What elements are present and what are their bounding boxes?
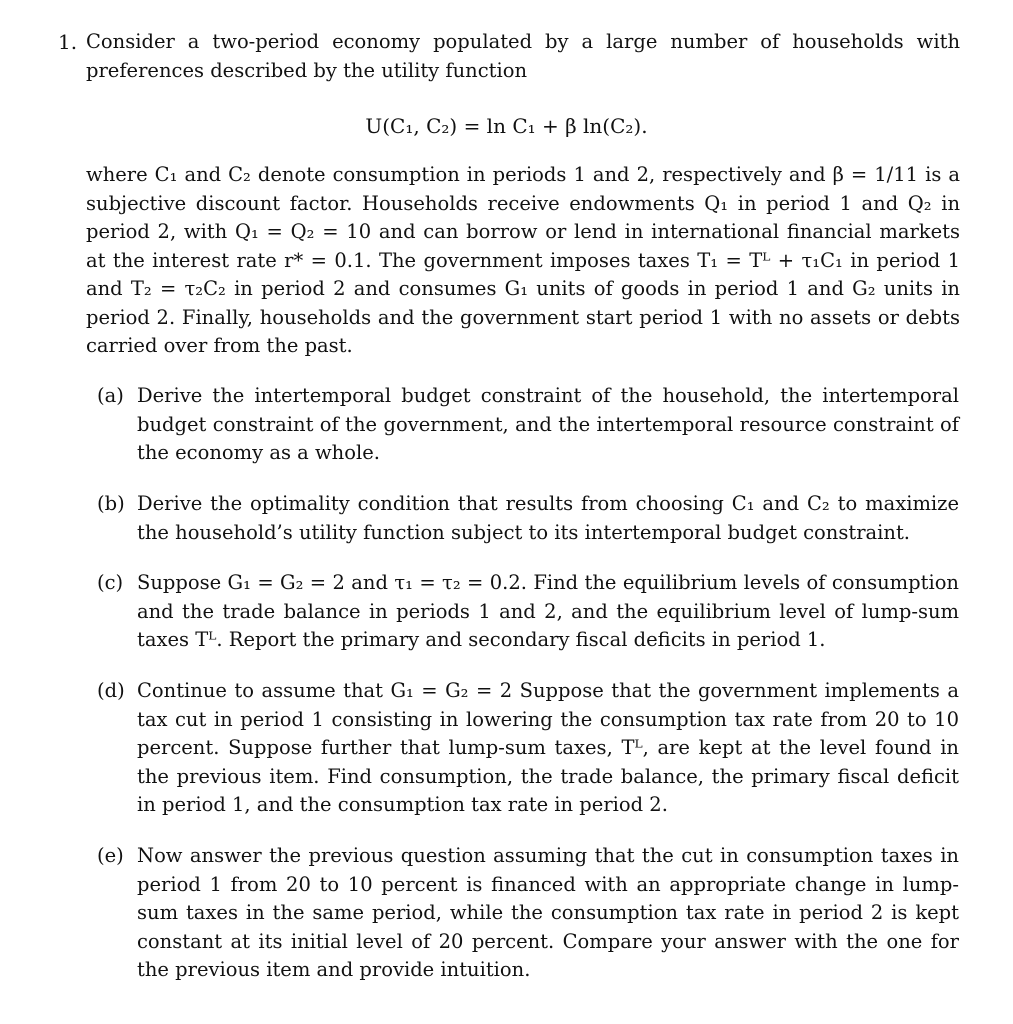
part-b-label: (b) bbox=[97, 492, 125, 515]
part-e-label: (e) bbox=[97, 844, 124, 867]
part-c-text: Suppose G₁ = G₂ = 2 and τ₁ = τ₂ = 0.2. Find the equilibrium levels of consumption and the trade balance in periods 1 and 2, and the equilibrium level of lump-sum taxes Tᴸ. Report the primary and secondary fiscal deficits in period 1. bbox=[137, 571, 959, 651]
part-c-label: (c) bbox=[97, 571, 124, 594]
problem-body: where C₁ and C₂ denote consumption in periods 1 and 2, respectively and β = 1/11 is a subjective discount factor. Households receive endowments Q₁ in period 1 and Q₂ in period 2, with Q₁ = Q₂ = 10 and can borrow or lend in international financial markets at the interest rate r* = 0.1. The government imposes taxes T₁ = Tᴸ + τ₁C₁ in period 1 and T₂ = τ₂C₂ in period 2 and consumes G₁ units of goods in period 1 and G₂ units in period 2. Finally, households and the government start period 1 with no assets or debts carried over from the past. bbox=[86, 163, 960, 357]
part-b-text: Derive the optimality condition that results from choosing C₁ and C₂ to maximize the household’s utility function subject to its intertemporal budget constraint. bbox=[137, 492, 959, 544]
part-d-label: (d) bbox=[97, 679, 125, 702]
part-a-text: Derive the intertemporal budget constraint of the household, the intertemporal budget constraint of the government, and the intertemporal resource constraint of the economy as a whole. bbox=[137, 384, 959, 464]
problem-intro: Consider a two-period economy populated by a large number of households with preferences described by the utility function bbox=[86, 30, 960, 82]
part-d-text: Continue to assume that G₁ = G₂ = 2 Suppose that the government implements a tax cut in period 1 consisting in lowering the consumption tax rate from 20 to 10 percent. Suppose further that lump-sum taxes, Tᴸ, are kept at the level found in the previous item. Find consumption, the trade balance, the primary fiscal deficit in period 1, and the consumption tax rate in period 2. bbox=[137, 679, 959, 816]
part-a-label: (a) bbox=[97, 384, 124, 407]
utility-equation: U(C₁, C₂) = ln C₁ + β ln(C₂). bbox=[365, 114, 648, 138]
problem-number: 1. bbox=[58, 30, 78, 54]
part-e-text: Now answer the previous question assuming that the cut in consumption taxes in period 1 from 20 to 10 percent is financed with an appropriate change in lump-sum taxes in the same period, while the consumption tax rate in period 2 is kept constant at its initial level of 20 percent. Compare your answer with the one for the previous item and provide intuition. bbox=[137, 844, 959, 981]
